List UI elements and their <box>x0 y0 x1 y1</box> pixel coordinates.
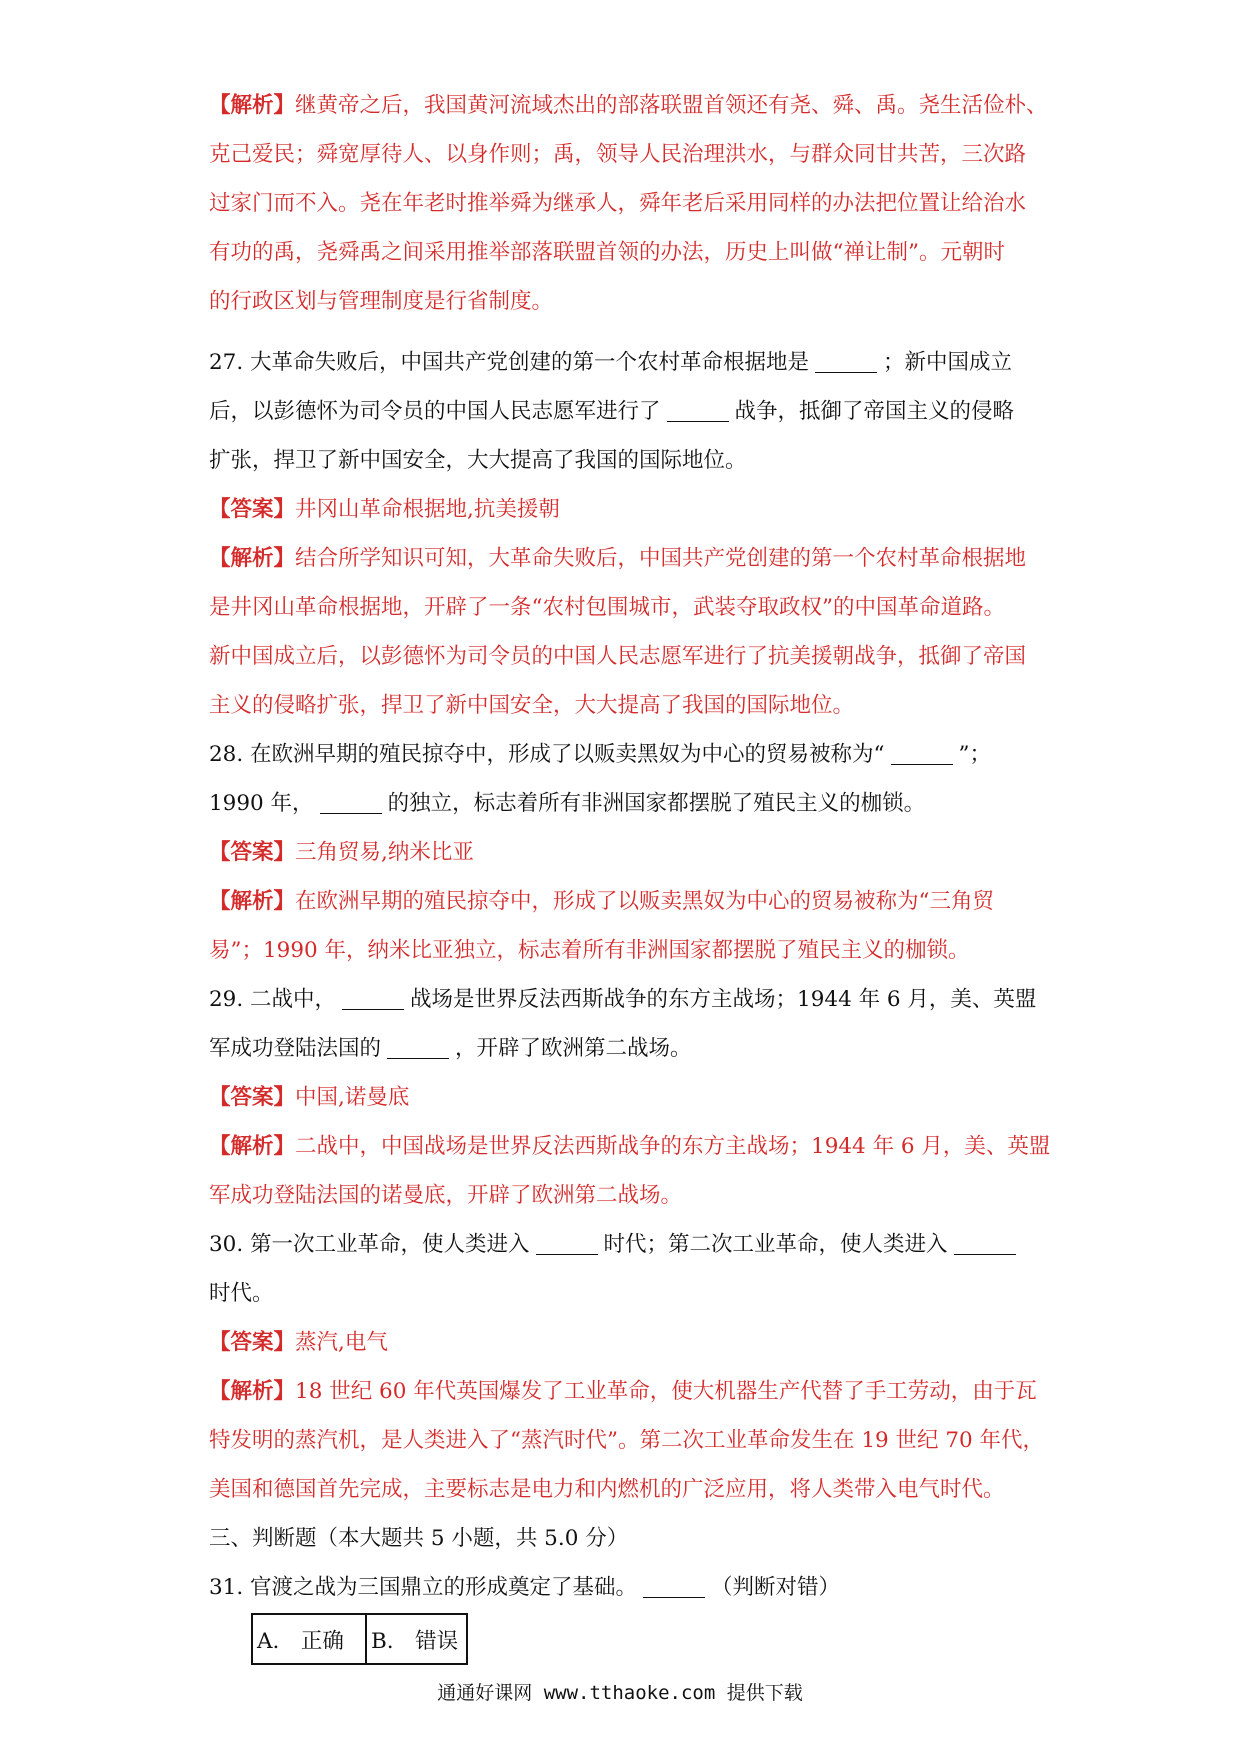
question-31 <box>209 1563 1039 1612</box>
question-text: 27. 大革命失败后，中国共产党创建的第一个农村革命根据地是 <box>209 350 810 375</box>
question-text: ；新中国成立 <box>883 350 1013 375</box>
options-table <box>251 1613 468 1665</box>
analysis-tag: 【解析】 <box>209 93 296 118</box>
answer-blank <box>536 1233 598 1256</box>
intro-analysis <box>209 81 1048 326</box>
analysis-tag: 【解析】 <box>209 1379 296 1404</box>
option-a[interactable]: A. 正确 <box>252 1614 366 1664</box>
question-suffix: （判断对错） <box>711 1575 841 1600</box>
analysis-text: 继黄帝之后，我国黄河流域杰出的部落联盟首领还有尧、舜、禹。尧生活俭朴、 <box>295 93 1048 118</box>
analysis-text: 在欧洲早期的殖民掠夺中，形成了以贩卖黑奴为中心的贸易被称为“三角贸 <box>295 889 995 914</box>
analysis-tag: 【解析】 <box>209 889 296 914</box>
question-text: 的独立，标志着所有非洲国家都摆脱了殖民主义的枷锁。 <box>387 791 926 816</box>
answer-blank <box>815 351 877 374</box>
analysis-tag: 【解析】 <box>209 546 296 571</box>
question-text: ”； <box>958 742 992 767</box>
analysis-text: 的行政区划与管理制度是行省制度。 <box>209 289 554 314</box>
answer-blank <box>891 743 953 766</box>
answer-tag: 【答案】 <box>209 1330 296 1355</box>
analysis-text: 有功的禹，尧舜禹之间采用推举部落联盟首领的办法，历史上叫做“禅让制”。元朝时 <box>209 240 1005 265</box>
analysis-text: 结合所学知识可知，大革命失败后，中国共产党创建的第一个农村革命根据地 <box>295 546 1027 571</box>
option-b[interactable]: B. 错误 <box>366 1614 467 1664</box>
answer-blank <box>954 1233 1016 1256</box>
question-text: 30. 第一次工业革命，使人类进入 <box>209 1232 530 1257</box>
answer-tag: 【答案】 <box>209 497 296 522</box>
page-footer: 通通好课网 www.tthaoke.com 提供下载 <box>437 1682 803 1704</box>
analysis-text: 主义的侵略扩张，捍卫了新中国安全，大大提高了我国的国际地位。 <box>209 693 855 718</box>
answer-tag: 【答案】 <box>209 840 296 865</box>
answer-text: 中国,诺曼底 <box>295 1085 410 1110</box>
answer-blank <box>342 988 404 1011</box>
analysis-text: 军成功登陆法国的诺曼底，开辟了欧洲第二战场。 <box>209 1183 683 1208</box>
analysis-text: 美国和德国首先完成，主要标志是电力和内燃机的广泛应用，将人类带入电气时代。 <box>209 1477 1005 1502</box>
section-3 <box>209 1514 1039 1612</box>
answer-text: 三角贸易,纳米比亚 <box>295 840 474 865</box>
question-29 <box>209 975 1051 1220</box>
analysis-text: 特发明的蒸汽机，是人类进入了“蒸汽时代”。第二次工业革命发生在 19 世纪 70 年代， <box>209 1428 1045 1453</box>
answer-text: 井冈山革命根据地,抗美援朝 <box>295 497 560 522</box>
question-28 <box>209 730 1039 975</box>
question-text: 28. 在欧洲早期的殖民掠夺中，形成了以贩卖黑奴为中心的贸易被称为“ <box>209 742 885 767</box>
question-30 <box>209 1220 1045 1514</box>
section-title: 三、判断题（本大题共 5 小题，共 5.0 分） <box>209 1526 629 1551</box>
analysis-text: 二战中，中国战场是世界反法西斯战争的东方主战场；1944 年 6 月，美、英盟 <box>295 1134 1051 1159</box>
question-text: 战争，抵御了帝国主义的侵略 <box>734 399 1015 424</box>
question-text: 时代。 <box>209 1281 274 1306</box>
question-27 <box>209 338 1039 730</box>
question-text: 扩张，捍卫了新中国安全，大大提高了我国的国际地位。 <box>209 448 747 473</box>
question-text: 战场是世界反法西斯战争的东方主战场；1944 年 6 月，美、英盟 <box>410 987 1037 1012</box>
analysis-tag: 【解析】 <box>209 1134 296 1159</box>
answer-blank <box>643 1576 705 1599</box>
question-text: 军成功登陆法国的 <box>209 1036 382 1061</box>
analysis-text: 18 世纪 60 年代英国爆发了工业革命，使大机器生产代替了手工劳动，由于瓦 <box>295 1379 1037 1404</box>
analysis-text: 易”；1990 年，纳米比亚独立，标志着所有非洲国家都摆脱了殖民主义的枷锁。 <box>209 938 970 963</box>
analysis-text: 是井冈山革命根据地，开辟了一条“农村包围城市，武装夺取政权”的中国革命道路。 <box>209 595 1005 620</box>
answer-tag: 【答案】 <box>209 1085 296 1110</box>
answer-blank <box>387 1037 449 1060</box>
answer-blank <box>667 400 729 423</box>
analysis-text: 新中国成立后，以彭德怀为司令员的中国人民志愿军进行了抗美援朝战争，抵御了帝国 <box>209 644 1027 669</box>
question-text: 时代；第二次工业革命，使人类进入 <box>603 1232 948 1257</box>
question-text: 后，以彭德怀为司令员的中国人民志愿军进行了 <box>209 399 661 424</box>
analysis-text: 过家门而不入。尧在年老时推举舜为继承人，舜年老后采用同样的办法把位置让给治水 <box>209 191 1027 216</box>
question-text: 29. 二战中， <box>209 987 337 1012</box>
answer-text: 蒸汽,电气 <box>295 1330 388 1355</box>
answer-blank <box>320 792 382 815</box>
question-text: ，开辟了欧洲第二战场。 <box>455 1036 692 1061</box>
question-text: 1990 年， <box>209 791 314 816</box>
analysis-text: 克己爱民；舜宽厚待人、以身作则；禹，领导人民治理洪水，与群众同甘共苦，三次路 <box>209 142 1027 167</box>
question-text: 31. 官渡之战为三国鼎立的形成奠定了基础。 <box>209 1575 638 1600</box>
